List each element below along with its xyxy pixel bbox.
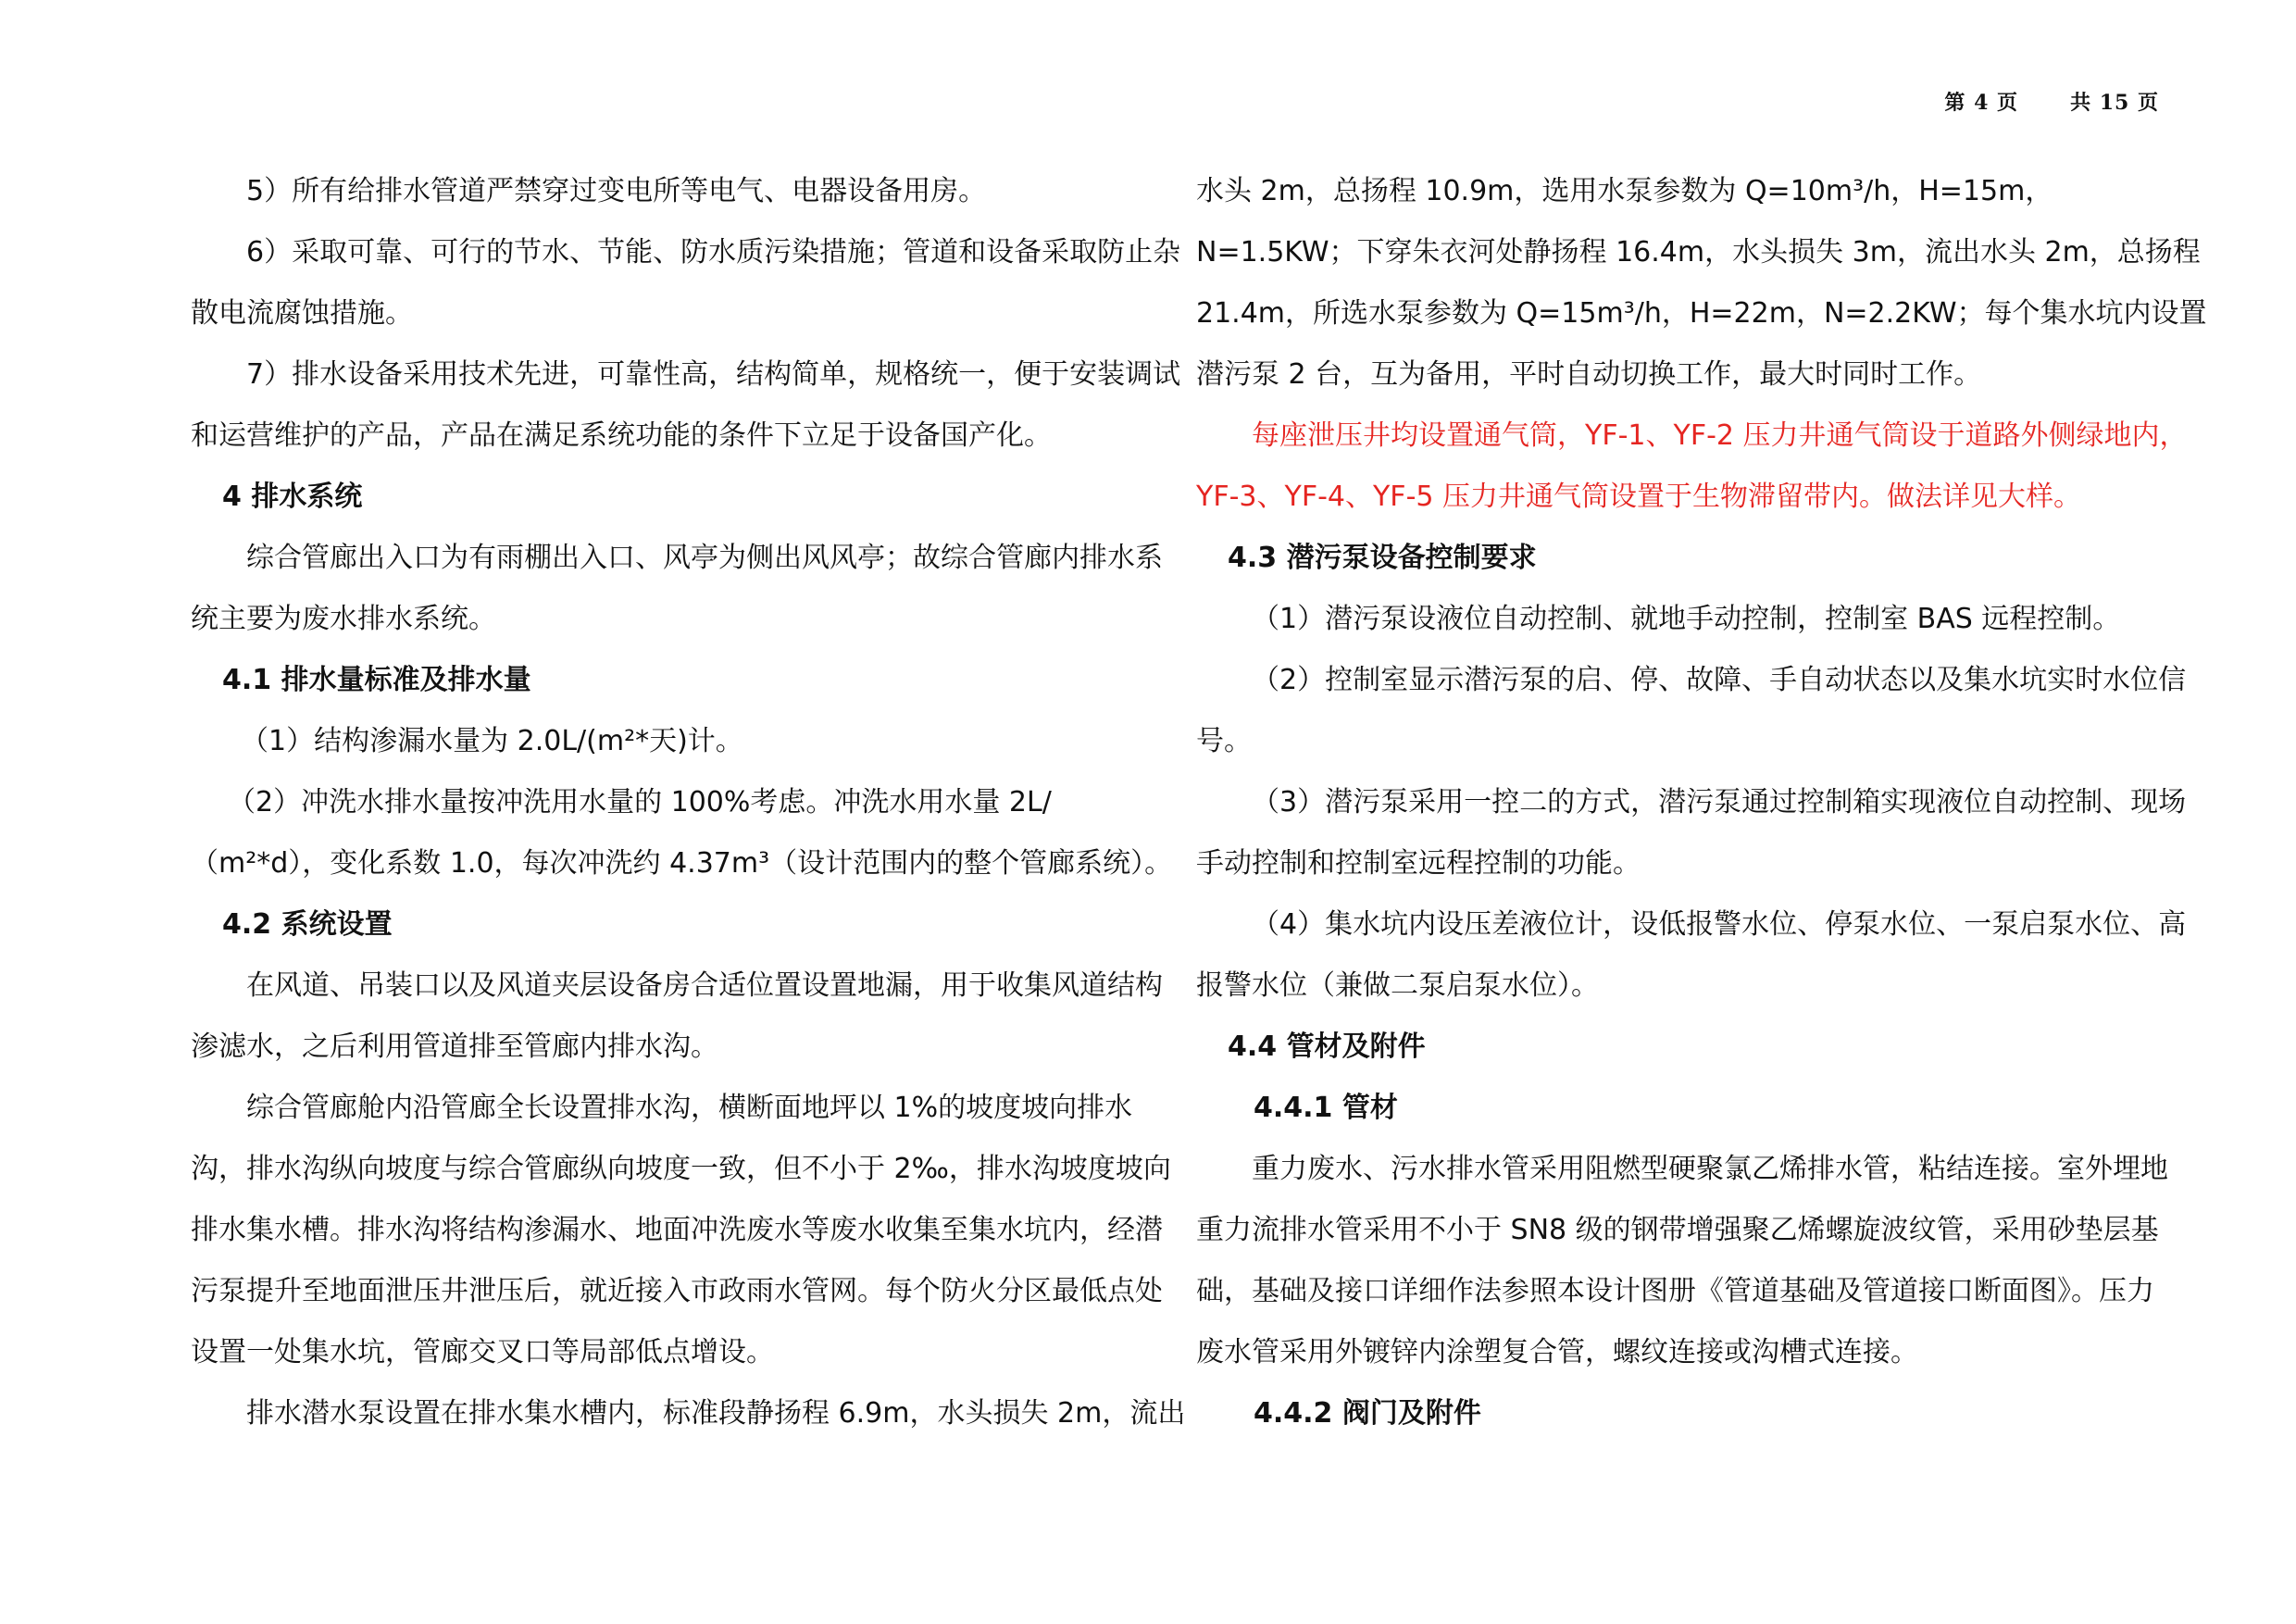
paragraph-line: 础，基础及接口详细作法参照本设计图册《管道基础及管道接口断面图》。压力 <box>1196 1275 2154 1307</box>
paragraph-line: N=1.5KW；下穿朱衣河处静扬程 16.4m，水头损失 3m，流出水头 2m，总扬程 <box>1196 236 2201 269</box>
section-heading: 4 排水系统 <box>222 481 363 513</box>
paragraph-line: 重力流排水管采用不小于 SN8 级的钢带增强聚乙烯螺旋波纹管，采用砂垫层基 <box>1196 1214 2159 1246</box>
highlighted-line: 每座泄压井均设置通气筒，YF-1、YF-2 压力井通气筒设于道路外侧绿地内， <box>1252 419 2188 452</box>
paragraph-line: 重力废水、污水排水管采用阻燃型硬聚氯乙烯排水管，粘结连接。室外埋地 <box>1252 1153 2168 1185</box>
paragraph-line: 在风道、吊装口以及风道夹层设备房合适位置设置地漏，用于收集风道结构 <box>246 969 1163 1002</box>
paragraph-line: 排水潜水泵设置在排水集水槽内，标准段静扬程 6.9m，水头损失 2m，流出 <box>246 1397 1186 1430</box>
subsection-heading: 4.3 潜污泵设备控制要求 <box>1228 542 1537 574</box>
paragraph-line: （1）潜污泵设液位自动控制、就地手动控制，控制室 BAS 远程控制。 <box>1252 603 2121 635</box>
page-total: 共 15 页 <box>2070 91 2159 115</box>
paragraph-line: 综合管廊舱内沿管廊全长设置排水沟，横断面地坪以 1%的坡度坡向排水 <box>246 1092 1133 1124</box>
paragraph-line: 6）采取可靠、可行的节水、节能、防水质污染措施；管道和设备采取防止杂 <box>246 236 1181 269</box>
right-column <box>1196 161 2207 1444</box>
subsubsection-heading: 4.4.2 阀门及附件 <box>1254 1397 1481 1430</box>
paragraph-line: 号。 <box>1196 725 1252 757</box>
paragraph-line: （2）控制室显示潜污泵的启、停、故障、手自动状态以及集水坑实时水位信 <box>1252 664 2187 696</box>
paragraph-line: （3）潜污泵采用一控二的方式，潜污泵通过控制箱实现液位自动控制、现场 <box>1252 786 2187 818</box>
paragraph-line: 统主要为废水排水系统。 <box>191 603 496 635</box>
paragraph-line: 潜污泵 2 台，互为备用，平时自动切换工作，最大时同时工作。 <box>1196 358 1982 391</box>
paragraph-line: 渗滤水，之后利用管道排至管廊内排水沟。 <box>191 1031 718 1063</box>
page-current: 第 4 页 <box>1944 91 2019 115</box>
subsubsection-heading: 4.4.1 管材 <box>1254 1092 1398 1124</box>
subsection-heading: 4.1 排水量标准及排水量 <box>222 664 531 696</box>
paragraph-line: 报警水位（兼做二泵启泵水位）。 <box>1196 969 1599 1002</box>
paragraph-line: 排水集水槽。排水沟将结构渗漏水、地面冲洗废水等废水收集至集水坑内，经潜 <box>191 1214 1163 1246</box>
left-column <box>191 161 1186 1444</box>
paragraph-line: 设置一处集水坑，管廊交叉口等局部低点增设。 <box>191 1336 774 1368</box>
subsection-heading: 4.2 系统设置 <box>222 908 393 941</box>
subsection-heading: 4.4 管材及附件 <box>1228 1031 1426 1063</box>
paragraph-line: 废水管采用外镀锌内涂塑复合管，螺纹连接或沟槽式连接。 <box>1196 1336 1918 1368</box>
paragraph-line: 7）排水设备采用技术先进，可靠性高，结构简单，规格统一，便于安装调试 <box>246 358 1181 391</box>
paragraph-line: 污泵提升至地面泄压井泄压后，就近接入市政雨水管网。每个防火分区最低点处 <box>191 1275 1163 1307</box>
paragraph-line: 手动控制和控制室远程控制的功能。 <box>1196 847 1641 880</box>
paragraph-line: 水头 2m，总扬程 10.9m，选用水泵参数为 Q=10m³/h，H=15m， <box>1196 175 2053 207</box>
paragraph-line: 和运营维护的产品，产品在满足系统功能的条件下立足于设备国产化。 <box>191 419 1052 452</box>
paragraph-line: 21.4m，所选水泵参数为 Q=15m³/h，H=22m，N=2.2KW；每个集水坑内设置 <box>1196 297 2207 330</box>
page-number <box>1944 87 2159 116</box>
paragraph-line: （4）集水坑内设压差液位计，设低报警水位、停泵水位、一泵启泵水位、高 <box>1252 908 2187 941</box>
paragraph-line: 5）所有给排水管道严禁穿过变电所等电气、电器设备用房。 <box>246 175 987 207</box>
paragraph-line: （2）冲洗水排水量按冲洗用水量的 100%考虑。冲洗水用水量 2L/ <box>228 786 1052 818</box>
paragraph-line: 沟，排水沟纵向坡度与综合管廊纵向坡度一致，但不小于 2‰，排水沟坡度坡向 <box>191 1153 1171 1185</box>
paragraph-line: 综合管廊出入口为有雨棚出入口、风亭为侧出风风亭；故综合管廊内排水系 <box>246 542 1163 574</box>
paragraph-line: 散电流腐蚀措施。 <box>191 297 413 330</box>
paragraph-line: （1）结构渗漏水量为 2.0L/(m²*天)计。 <box>241 725 743 757</box>
highlighted-line: YF-3、YF-4、YF-5 压力井通气筒设置于生物滞留带内。做法详见大样。 <box>1196 481 2082 513</box>
paragraph-line: （m²*d），变化系数 1.0，每次冲洗约 4.37m³（设计范围内的整个管廊系统）。 <box>191 847 1173 880</box>
